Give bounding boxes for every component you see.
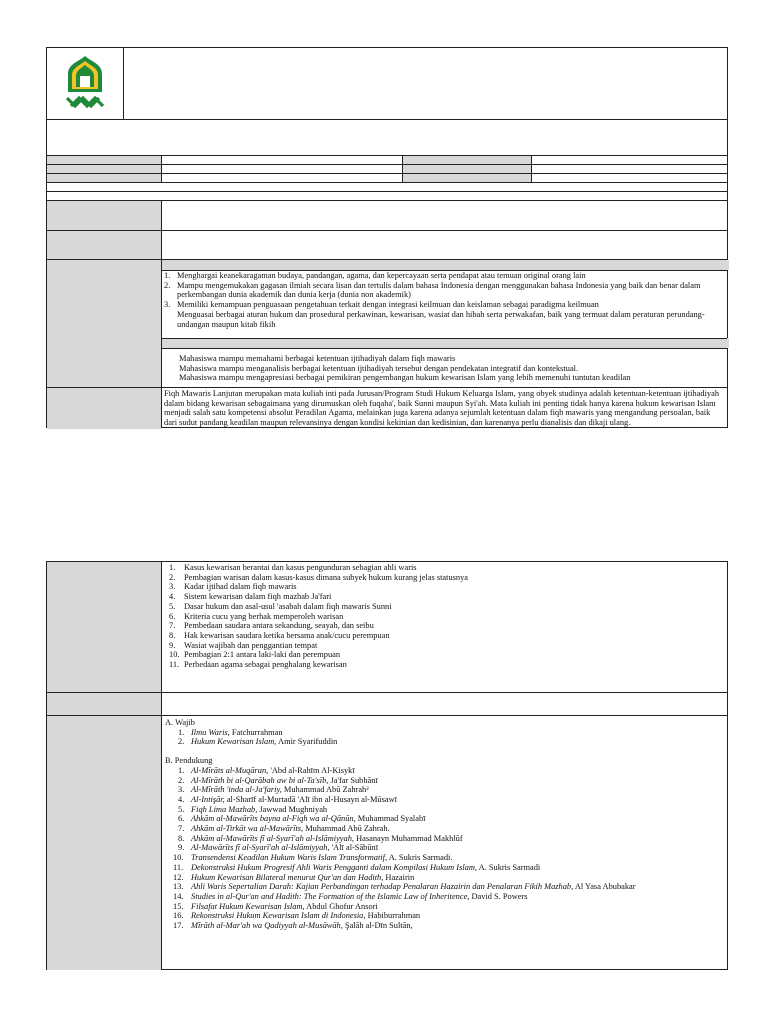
- topic-item: 11. Perbedaan agama sebagai penghalang kewarisan: [169, 660, 347, 670]
- topic-item: 2. Pembagian warisan dalam kasus-kasus dimana subyek hukum kurang jelas statusnya: [169, 572, 468, 582]
- ref-item: 17. Mīrāth al-Mar'ah wa Qadiyyah al-Musāwāh, Şalāh al-Dīn Sultān,: [173, 921, 413, 931]
- pendukung-list: [165, 766, 726, 931]
- cpl-item-extra: Menguasai berbagai aturan hukum dan prosedural perkawinan, kewarisan, wasiat dan hibah serta perwakafan, baik yang termuat dalam peraturan perundang-undangan maupun kitab fikih: [177, 309, 705, 329]
- cpl-list: [164, 271, 726, 329]
- topic-item: 1. Kasus kewarisan berantai dan kasus pengunduran sebagian ahli waris: [169, 563, 417, 572]
- rps-table-page1: [46, 47, 728, 428]
- cpmk-list: [179, 354, 727, 383]
- ref-item: 4. Al-Intişār, al-Sharīf al-Murtadā 'Alī ibn al-Husayn al-Mūsawī: [178, 794, 397, 804]
- topic-item: 8. Hak kewarisan saudara ketika bersama anak/cucu perempuan: [169, 630, 390, 640]
- topic-item: 5. Dasar hukum dan asal-usul 'asabah dalam fiqh mawaris Sunni: [169, 601, 392, 611]
- ref-item: 13. Ahli Waris Sepertalian Darah: Kajian Perbandingan terhadap Penalaran Hazairin dan Penalaran Fikih Mazhab, Al Yasa Abubakar: [173, 882, 636, 892]
- cpl-item: 3. Memiliki kemampuan penguasaan pengetahuan terkait dengan integrasi keilmuan dan keislaman sebagai paradigma keilmuan: [164, 300, 599, 310]
- cpl-item: 2. Mampu mengemukakan gagasan ilmiah secara lisan dan tertulis dalam bahasa Indonesia dengan menggunakan bahasa Indonesia yang baik dan benar dalam perkembangan dunia akademik dan dunia kerja (dunia non akademik): [164, 280, 701, 300]
- ref-item: 10. Transendensi Keadilan Hukum Waris Islam Transformatif, A. Sukris Sarmadi.: [173, 853, 453, 863]
- rps-table-page2: [46, 561, 728, 970]
- ref-item: 3. Al-Mīrāth 'inda al-Ja'fariy, Muhammad Abū Zahrah²: [178, 785, 369, 795]
- ref-item: 1. Al-Mīrāts al-Muqāran, 'Abd al-Rahīm Al-Kisykī: [178, 765, 355, 775]
- ref-item: 8. Ahkām al-Mawārīts fī al-Syarī'ah al-Islāmiyyah, Hasanayn Muhammad Makhlūf: [178, 833, 463, 843]
- ref-item: 15. Filsafat Hukum Kewarisan Islam, Abdul Ghofur Ansori: [173, 901, 378, 911]
- references: [165, 718, 726, 931]
- course-description: Fiqh Mawaris Lanjutan merupakan mata kuliah inti pada Jurusan/Program Studi Hukum Keluarga Islam, yang obyek studinya adalah ketentuan-ketentuan ijtihadiyah dalam bidang kewarisan sebagaimana yang dirumuskan oleh fuqaha', baik Sunni maupun Syi'ah. Mata kuliah ini penting tidak hanya karena hukum kewarisan Islam menjadi salah satu kompetensi absolut Peradilan Agama, melainkan juga karena adanya sejumlah ketentuan dalam fiqh mawaris yang mengandung persoalan, baik dari sudut pandang keadilan maupun relevansinya dengan kondisi kekinian dan kedisinian, dan karenanya perlu dianalisis dan dikaji ulang.: [164, 389, 720, 428]
- topic-item: 9. Wasiat wajibah dan penggantian tempat: [169, 640, 318, 650]
- topic-list: [169, 563, 724, 670]
- ref-item: 5. Fiqh Lima Mazhab, Jawwad Mughniyah: [178, 804, 328, 814]
- ref-item: 11. Dekonstruksi Hukum Progresif Ahli Waris Pengganti dalam Kompilasi Hukum Islam, A. Sukris Sarmadi: [173, 862, 541, 872]
- topic-item: 6. Kriteria cucu yang berhak memperoleh warisan: [169, 611, 344, 621]
- ref-item: 2. Hukum Kewarisan Islam, Amir Syarifuddin: [178, 737, 338, 747]
- ref-item: 14. Studies in al-Qur'an and Hadith: The Formation of the Islamic Law of Inheritence, David S. Powers: [173, 891, 528, 901]
- ref-item: 12. Hukum Kewarisan Bilateral menurut Qur'an dan Hadith, Hazairin: [173, 872, 415, 882]
- refs-wajib-heading: A. Wajib: [165, 718, 195, 727]
- ref-item: 6. Ahkām al-Mawārīts bayna al-Fiqh wa al-Qānūn, Muhammad Syalabī: [178, 814, 426, 824]
- logo-cell: [47, 48, 123, 119]
- topic-item: 10. Pembagian 2:1 antara laki-laki dan perempuan: [169, 650, 341, 660]
- ref-item: 7. Ahkām al-Tirkāt wa al-Mawārīts, Muhammad Abū Zahrah.: [178, 824, 390, 834]
- institution-logo: [58, 54, 112, 112]
- ref-item: 16. Rekonstruksi Hukum Kewarisan Islam di Indonesia, Habiburrahman: [173, 911, 421, 921]
- ref-item: 2. Al-Mīrāth bi al-Qarābah aw bi al-Ta'sīb, Ja'far Subhānī: [178, 775, 378, 785]
- ref-item: 1. Ilmu Waris, Fatchurrahman: [178, 727, 283, 737]
- ref-item: 9. Al-Mawārīts fī al-Syarī'ah al-Islāmiyyah, 'Alī al-Sābūnī: [178, 843, 379, 853]
- topic-item: 3. Kadar ijtihad dalam fiqh mawaris: [169, 582, 297, 592]
- cpmk-item: Mahasiswa mampu memahami berbagai ketentuan ijtihadiyah dalam fiqh mawaris: [179, 354, 456, 363]
- topic-item: 4. Sistem kewarisan dalam fiqh mazhab Ja'fari: [169, 592, 332, 602]
- cpl-item: 1. Menghargai keanekaragaman budaya, pandangan, agama, dan kepercayaan serta pendapat atau temuan original orang lain: [164, 271, 586, 280]
- cpmk-item: Mahasiswa mampu menganalisis berbagai ketentuan ijtihadiyah tersebut dengan pendekatan integratif dan kontekstual.: [179, 363, 579, 373]
- topic-item: 7. Pembedaan saudara antara sekandung, seayah, dan seibu: [169, 621, 374, 631]
- refs-pendukung-heading: B. Pendukung: [165, 756, 213, 766]
- cpmk-item: Mahasiswa mampu mengapresiasi berbagai pemikiran pengembangan hukum kewarisan Islam yang lebih memenuhi tuntutan keadilan: [179, 373, 631, 383]
